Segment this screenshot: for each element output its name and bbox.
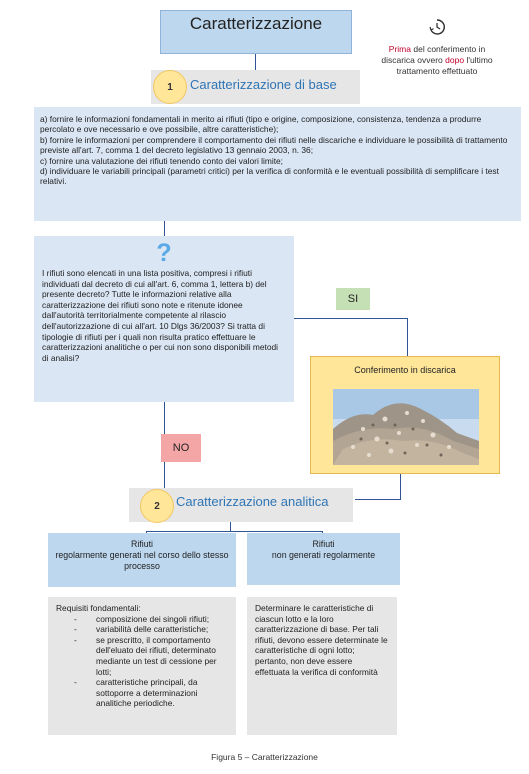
requirement-item: - caratteristiche principali, da sottoporre a determinazioni analitiche periodiche. <box>56 677 228 709</box>
connector-line <box>355 499 401 500</box>
no-label: NO <box>161 434 201 462</box>
connector-line <box>255 54 256 70</box>
step-number-1: 1 <box>167 82 173 93</box>
note-mid: del conferimento in discarica ovvero <box>381 44 486 65</box>
regular-waste-requirements <box>48 597 236 735</box>
step-number-2: 2 <box>154 501 160 512</box>
connector-line <box>400 474 401 499</box>
timing-note <box>372 44 502 77</box>
question-mark-icon: ? <box>156 239 172 267</box>
base-item-c: c) fornire una valutazione dei rifiuti tenendo conto dei valori limite; <box>40 155 284 166</box>
irregular-waste-header: Rifiuti non generati regolarmente <box>247 533 400 585</box>
yes-label: SI <box>336 288 370 310</box>
requirements-intro: Requisiti fondamentali: <box>56 603 141 613</box>
step-badge-1 <box>153 70 187 104</box>
connector-line <box>164 221 165 236</box>
base-item-a: a) fornire le informazioni fondamentali in merito ai rifiuti (tipo e origine, composizione, consistenza, tendenza a produrre percolato e ove necessario e ove possibile, altre caratteristiche); <box>40 114 482 135</box>
analitica-title: Caratterizzazione analitica <box>176 494 329 509</box>
requirement-item: - variabilità delle caratteristiche; <box>56 624 228 635</box>
note-end: l'ultimo trattamento effettuato <box>396 55 493 76</box>
base-title: Caratterizzazione di base <box>190 77 337 92</box>
question-text: I rifiuti sono elencati in una lista positiva, compresi i rifiuti individuati dal decreto di cui all'art. 6, comma 1, lettera b) del presente decreto? Tutte le informazioni relative alla caratterizzazione dei rifiuti sono note e ritenute idonee dall'autorità territorialmente competente al rilascio dell'autorizzazione di cui all'art. 10 Dlgs 36/2003? Si tratta di tipologie di rifiuti per i quali non risulta pratico effettuare le caratterizzazioni analitiche o per cui non sono disponibili metodi di analisi? <box>42 268 279 363</box>
figure-caption: Figura 5 – Caratterizzazione <box>211 752 318 762</box>
diagram-title-text: Caratterizzazione <box>189 14 323 33</box>
connector-line <box>294 318 408 319</box>
requirement-item: - composizione dei singoli rifiuti; <box>56 614 228 625</box>
requirement-item: - se prescritto, il comportamento dell'eluato dei rifiuti, determinato mediante un test di cessione per lotti; <box>56 635 228 677</box>
base-item-b: b) fornire le informazioni per comprendere il comportamento dei rifiuti nelle discariche e individuare le possibilità di trattamento previste all'art. 7, comma 1 del decreto legislativo 13 gennaio 2003, n. 36; <box>40 134 508 156</box>
connector-line <box>407 318 408 356</box>
irregular-waste-text: Determinare le caratteristiche di ciascun lotto e la loro caratterizzazione di base. Per tali rifiuti, devono essere determinate le caratteristiche di ogni lotto; pertanto, non deve essere effettuata la verifica di conformità <box>255 603 388 677</box>
base-item-d: d) individuare le variabili principali (parametri critici) per la verifica di conformità e le eventuali possibilità di semplificare i test relativi. <box>40 166 499 187</box>
step-badge-2 <box>140 489 174 523</box>
connector-line <box>146 531 322 532</box>
note-prima: Prima <box>388 44 411 54</box>
clock-icon <box>428 18 446 36</box>
diagram-title <box>160 10 352 54</box>
landfill-box <box>310 356 500 474</box>
rubble-image <box>333 389 479 465</box>
landfill-title: Conferimento in discarica <box>354 365 456 375</box>
note-dopo: dopo <box>445 55 465 65</box>
regular-waste-header: Rifiuti regolarmente generati nel corso dello stesso processo <box>48 533 236 587</box>
base-description <box>34 107 521 221</box>
irregular-waste-description <box>247 597 397 735</box>
question-box <box>34 236 294 402</box>
